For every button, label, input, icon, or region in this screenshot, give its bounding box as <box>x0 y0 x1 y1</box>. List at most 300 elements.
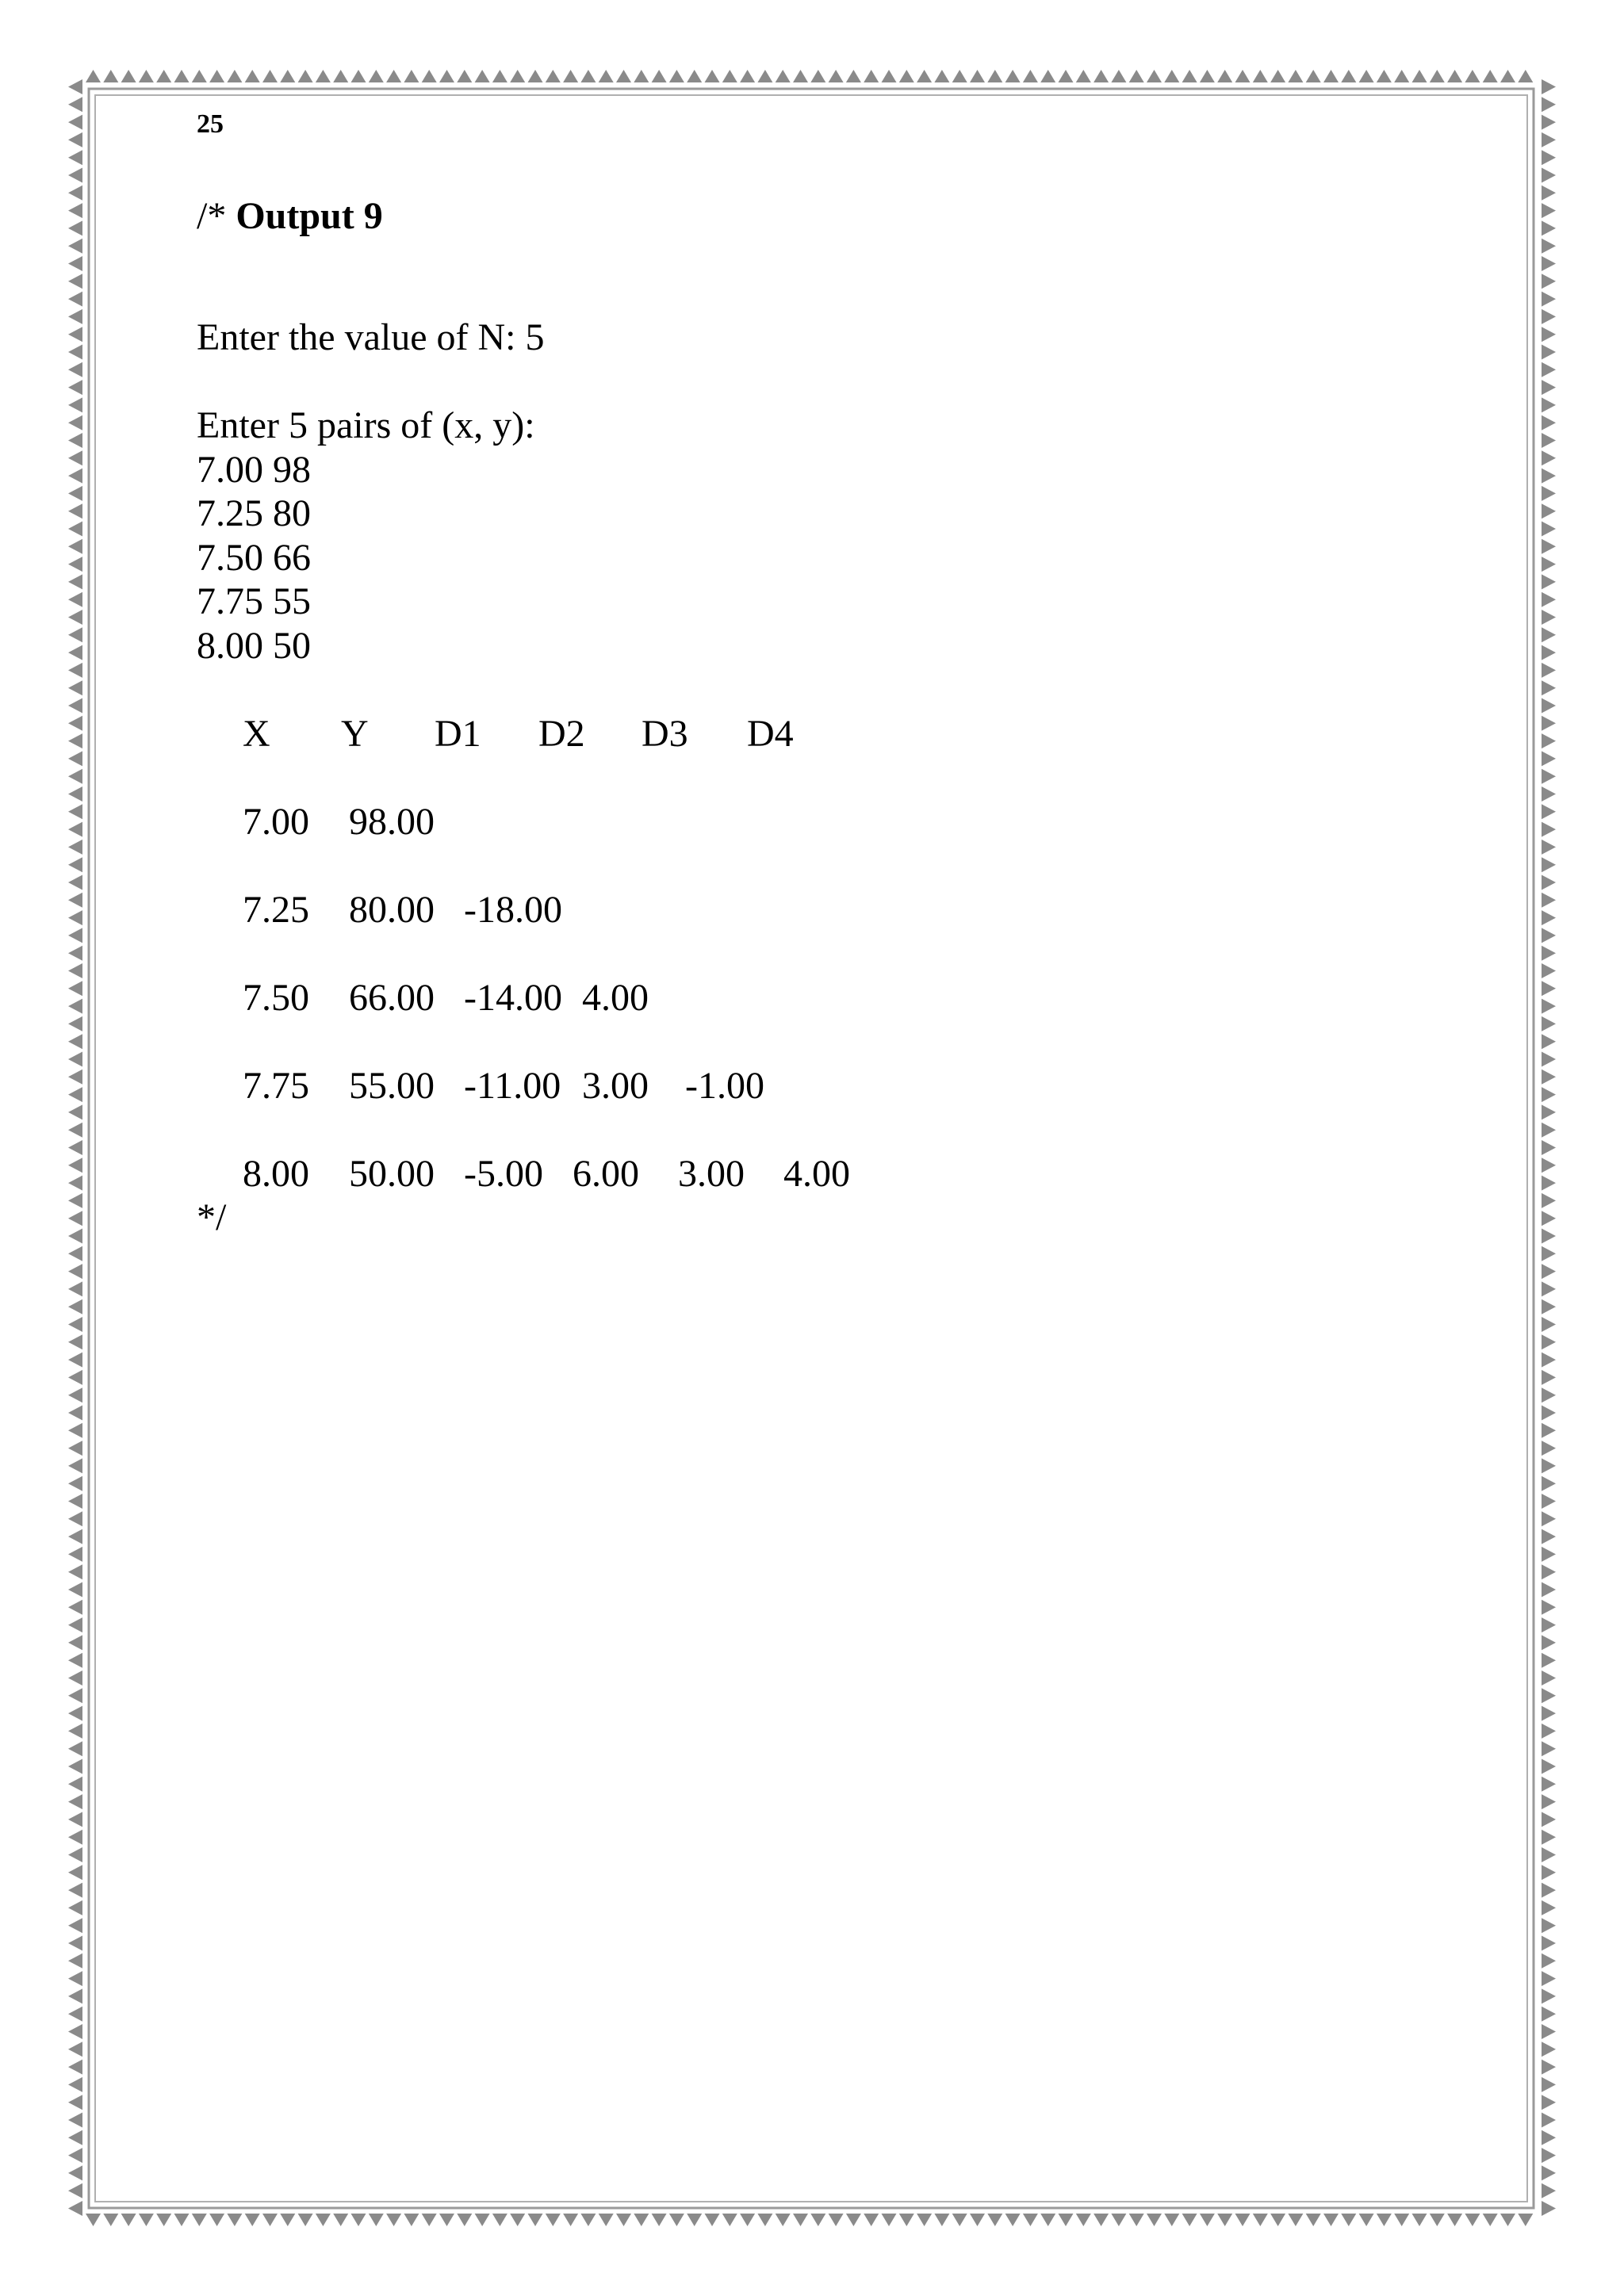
border-triangle <box>1500 2214 1515 2226</box>
border-triangle <box>1542 1423 1556 1438</box>
border-triangle <box>1235 2214 1251 2226</box>
input-pair-line: 7.00 98 <box>197 449 311 491</box>
border-triangle <box>68 1724 82 1739</box>
border-triangle <box>1542 203 1556 218</box>
border-bottom-triangles <box>86 2214 1533 2226</box>
border-triangle <box>68 1229 82 1244</box>
border-triangle <box>68 1777 82 1792</box>
border-triangle <box>1465 70 1480 82</box>
border-triangle <box>68 186 82 201</box>
border-triangle <box>68 1423 82 1438</box>
border-triangle <box>68 1688 82 1703</box>
border-left-triangles <box>68 79 82 2216</box>
border-triangle <box>1270 70 1285 82</box>
border-right-triangles <box>1542 79 1556 2216</box>
border-triangle <box>1542 168 1556 183</box>
border-triangle <box>740 70 755 82</box>
border-triangle <box>103 2214 118 2226</box>
border-triangle <box>599 70 614 82</box>
border-triangle <box>1542 1812 1556 1827</box>
border-triangle <box>68 522 82 537</box>
border-triangle <box>634 2214 649 2226</box>
border-triangle <box>227 2214 242 2226</box>
border-triangle <box>1542 2042 1556 2057</box>
border-triangle <box>1542 1794 1556 1809</box>
header-x: X <box>243 713 270 755</box>
border-triangle <box>68 79 82 94</box>
border-triangle <box>1542 1406 1556 1421</box>
border-triangle <box>121 70 136 82</box>
border-triangle <box>1542 1123 1556 1138</box>
comment-close: */ <box>197 1196 227 1238</box>
border-triangle <box>475 70 490 82</box>
border-triangle <box>351 2214 366 2226</box>
cell-d3: -1.00 <box>685 1065 764 1107</box>
input-pair-line: 7.25 80 <box>197 492 311 534</box>
border-triangle <box>68 150 82 165</box>
border-triangle <box>68 680 82 695</box>
border-triangle <box>68 1387 82 1402</box>
border-triangle <box>68 751 82 766</box>
border-triangle <box>68 1936 82 1951</box>
border-triangle <box>987 2214 1002 2226</box>
border-triangle <box>68 256 82 271</box>
border-triangle <box>563 2214 578 2226</box>
border-triangle <box>899 2214 914 2226</box>
border-triangle <box>1542 1494 1556 1509</box>
border-triangle <box>546 2214 561 2226</box>
border-triangle <box>1447 2214 1462 2226</box>
cell-x: 7.50 <box>243 977 309 1019</box>
border-triangle <box>687 70 702 82</box>
border-triangle <box>1542 1299 1556 1314</box>
border-triangle <box>1542 946 1556 961</box>
border-triangle <box>1542 663 1556 678</box>
border-triangle <box>68 1176 82 1191</box>
border-triangle <box>68 1016 82 1031</box>
border-triangle <box>1542 1954 1556 1969</box>
border-triangle <box>528 70 543 82</box>
border-triangle <box>68 309 82 324</box>
border-triangle <box>68 486 82 501</box>
border-triangle <box>1542 1688 1556 1703</box>
border-triangle <box>1542 327 1556 342</box>
border-triangle <box>864 2214 879 2226</box>
border-triangle <box>68 203 82 218</box>
border-triangle <box>776 70 791 82</box>
border-triangle <box>1306 2214 1321 2226</box>
border-triangle <box>1542 1441 1556 1456</box>
border-triangle <box>1542 1211 1556 1226</box>
border-triangle <box>1542 97 1556 112</box>
header-d2: D2 <box>538 713 585 755</box>
border-triangle <box>1542 469 1556 484</box>
border-triangle <box>1341 70 1356 82</box>
border-triangle <box>1542 1900 1556 1915</box>
border-triangle <box>1542 1759 1556 1774</box>
border-triangle <box>1542 1936 1556 1951</box>
border-triangle <box>68 380 82 395</box>
border-triangle <box>1129 2214 1144 2226</box>
border-triangle <box>68 1900 82 1915</box>
border-triangle <box>687 2214 702 2226</box>
border-triangle <box>757 70 772 82</box>
border-triangle <box>1542 1777 1556 1792</box>
border-triangle <box>1542 2077 1556 2092</box>
border-triangle <box>68 1954 82 1969</box>
border-triangle <box>422 70 437 82</box>
border-triangle <box>68 362 82 377</box>
border-triangle <box>1076 2214 1091 2226</box>
border-triangle <box>917 2214 932 2226</box>
border-triangle <box>68 2130 82 2145</box>
border-triangle <box>1542 362 1556 377</box>
border-triangle <box>68 1370 82 1385</box>
border-triangle <box>68 1812 82 1827</box>
border-triangle <box>1542 716 1556 731</box>
border-triangle <box>457 2214 472 2226</box>
border-triangle <box>68 893 82 908</box>
border-triangle <box>1542 239 1556 254</box>
border-triangle <box>1542 557 1556 572</box>
border-triangle <box>846 2214 861 2226</box>
border-triangle <box>68 999 82 1014</box>
border-triangle <box>1542 186 1556 201</box>
border-triangle <box>68 220 82 235</box>
border-triangle <box>68 1635 82 1650</box>
border-triangle <box>475 2214 490 2226</box>
border-triangle <box>1542 309 1556 324</box>
border-triangle <box>68 1971 82 1986</box>
border-triangle <box>68 2201 82 2216</box>
border-triangle <box>776 2214 791 2226</box>
border-triangle <box>1542 1741 1556 1756</box>
border-triangle <box>68 503 82 519</box>
border-triangle <box>68 539 82 554</box>
border-triangle <box>1542 645 1556 660</box>
border-triangle <box>917 70 932 82</box>
border-triangle <box>1542 503 1556 519</box>
border-triangle <box>1542 627 1556 642</box>
border-triangle <box>1542 1511 1556 1526</box>
border-triangle <box>68 1104 82 1119</box>
border-triangle <box>1182 2214 1197 2226</box>
border-triangle <box>1182 70 1197 82</box>
border-triangle <box>1542 522 1556 537</box>
border-triangle <box>1542 1458 1556 1473</box>
border-triangle <box>1147 2214 1162 2226</box>
border-triangle <box>68 2060 82 2075</box>
border-triangle <box>1542 79 1556 94</box>
border-triangle <box>510 2214 525 2226</box>
border-triangle <box>404 2214 419 2226</box>
border-triangle <box>68 1847 82 1862</box>
border-triangle <box>192 2214 207 2226</box>
border-triangle <box>386 2214 401 2226</box>
border-triangle <box>1111 2214 1126 2226</box>
border-triangle <box>68 1299 82 1314</box>
border-triangle <box>68 397 82 412</box>
border-triangle <box>1542 380 1556 395</box>
border-triangle <box>1542 1847 1556 1862</box>
border-triangle <box>68 1988 82 2003</box>
border-triangle <box>1412 70 1427 82</box>
border-triangle <box>1005 70 1021 82</box>
border-triangle <box>1394 70 1409 82</box>
border-triangle <box>1542 822 1556 837</box>
border-triangle <box>1542 220 1556 235</box>
border-triangle <box>280 2214 295 2226</box>
border-triangle <box>1094 2214 1109 2226</box>
page-number: 25 <box>197 109 224 139</box>
border-triangle <box>121 2214 136 2226</box>
cell-y: 98.00 <box>349 801 435 843</box>
border-triangle <box>1542 2024 1556 2039</box>
border-triangle <box>1542 1229 1556 1244</box>
border-triangle <box>987 70 1002 82</box>
border-triangle <box>68 698 82 714</box>
border-triangle <box>1542 292 1556 307</box>
border-triangle <box>1023 70 1038 82</box>
border-triangle <box>68 1582 82 1598</box>
border-triangle <box>68 292 82 307</box>
border-triangle <box>1076 70 1091 82</box>
border-triangle <box>1542 1246 1556 1261</box>
border-triangle <box>68 2148 82 2163</box>
border-triangle <box>1542 1476 1556 1491</box>
input-pair-line: 8.00 50 <box>197 625 311 667</box>
border-triangle <box>1377 70 1392 82</box>
border-triangle <box>1288 70 1303 82</box>
border-triangle <box>68 610 82 625</box>
border-triangle <box>68 557 82 572</box>
border-triangle <box>810 70 825 82</box>
border-triangle <box>1542 1264 1556 1279</box>
border-triangle <box>68 239 82 254</box>
border-triangle <box>1542 1529 1556 1544</box>
border-triangle <box>1542 574 1556 589</box>
border-triangle <box>1394 2214 1409 2226</box>
border-triangle <box>68 1494 82 1509</box>
border-triangle <box>68 1123 82 1138</box>
cell-d1: -5.00 <box>464 1153 543 1195</box>
border-triangle <box>1542 1034 1556 1049</box>
border-triangle <box>68 1052 82 1067</box>
cell-x: 8.00 <box>243 1153 309 1195</box>
cell-d3: 3.00 <box>678 1153 745 1195</box>
border-triangle <box>1542 1830 1556 1845</box>
border-triangle <box>1542 2148 1556 2163</box>
cell-y: 55.00 <box>349 1065 435 1107</box>
border-triangle <box>1542 1104 1556 1119</box>
border-triangle <box>669 2214 684 2226</box>
border-triangle <box>68 574 82 589</box>
border-triangle <box>68 1281 82 1296</box>
border-triangle <box>68 1087 82 1102</box>
border-triangle <box>68 716 82 731</box>
border-triangle <box>1200 2214 1215 2226</box>
header-d3: D3 <box>642 713 688 755</box>
border-triangle <box>68 1458 82 1473</box>
border-triangle <box>1542 132 1556 147</box>
cell-d4: 4.00 <box>783 1153 850 1195</box>
border-triangle <box>1005 2214 1021 2226</box>
border-triangle <box>227 70 242 82</box>
cell-d2: 4.00 <box>582 977 649 1019</box>
border-triangle <box>68 1617 82 1632</box>
border-triangle <box>68 1830 82 1845</box>
border-triangle <box>1542 1564 1556 1579</box>
border-triangle <box>68 2113 82 2128</box>
border-triangle <box>580 2214 596 2226</box>
border-triangle <box>1164 2214 1179 2226</box>
border-triangle <box>68 1670 82 1686</box>
border-triangle <box>1542 1582 1556 1598</box>
border-triangle <box>333 2214 348 2226</box>
border-triangle <box>209 2214 224 2226</box>
prompt-n-line: Enter the value of N: 5 <box>197 316 545 358</box>
border-triangle <box>1542 1653 1556 1668</box>
border-triangle <box>1542 2060 1556 2075</box>
border-triangle <box>864 70 879 82</box>
border-triangle <box>1542 999 1556 1014</box>
border-triangle <box>68 2165 82 2180</box>
border-triangle <box>139 2214 154 2226</box>
border-triangle <box>1483 70 1498 82</box>
border-triangle <box>68 327 82 342</box>
border-triangle <box>68 963 82 978</box>
border-triangle <box>1323 70 1339 82</box>
border-triangle <box>1542 769 1556 784</box>
border-triangle <box>68 1193 82 1208</box>
border-triangle <box>68 1741 82 1756</box>
border-triangle <box>1483 2214 1498 2226</box>
border-triangle <box>86 70 101 82</box>
border-triangle <box>1542 981 1556 996</box>
border-triangle <box>1542 1600 1556 1615</box>
border-triangle <box>1217 70 1232 82</box>
border-triangle <box>68 1317 82 1332</box>
border-triangle <box>298 70 313 82</box>
border-triangle <box>899 70 914 82</box>
border-triangle <box>68 2095 82 2110</box>
border-triangle <box>1164 70 1179 82</box>
border-triangle <box>262 2214 278 2226</box>
border-triangle <box>1542 1334 1556 1349</box>
border-triangle <box>1430 70 1445 82</box>
border-triangle <box>68 450 82 465</box>
border-triangle <box>1542 256 1556 271</box>
border-triangle <box>1129 70 1144 82</box>
border-triangle <box>1147 70 1162 82</box>
border-triangle <box>68 1476 82 1491</box>
cell-d1: -18.00 <box>464 889 562 931</box>
border-triangle <box>68 804 82 819</box>
border-triangle <box>1040 70 1055 82</box>
border-triangle <box>1542 274 1556 289</box>
cell-y: 80.00 <box>349 889 435 931</box>
border-triangle <box>68 1441 82 1456</box>
border-triangle <box>68 1211 82 1226</box>
border-triangle <box>68 875 82 890</box>
border-triangle <box>1040 2214 1055 2226</box>
input-pair-line: 7.50 66 <box>197 537 311 579</box>
border-triangle <box>1500 70 1515 82</box>
cell-d2: 3.00 <box>582 1065 649 1107</box>
border-triangle <box>669 70 684 82</box>
border-triangle <box>1542 1052 1556 1067</box>
border-triangle <box>1094 70 1109 82</box>
border-triangle <box>86 2214 101 2226</box>
border-triangle <box>1542 1387 1556 1402</box>
border-triangle <box>68 946 82 961</box>
border-triangle <box>952 70 967 82</box>
border-triangle <box>156 2214 171 2226</box>
border-triangle <box>68 1511 82 1526</box>
border-triangle <box>1059 70 1074 82</box>
border-triangle <box>546 70 561 82</box>
border-triangle <box>68 627 82 642</box>
output-title: Output 9 <box>236 195 383 237</box>
border-triangle <box>1542 963 1556 978</box>
border-triangle <box>1542 433 1556 448</box>
cell-x: 7.25 <box>243 889 309 931</box>
border-triangle <box>1542 1158 1556 1173</box>
border-triangle <box>262 70 278 82</box>
border-triangle <box>386 70 401 82</box>
border-triangle <box>616 2214 631 2226</box>
border-triangle <box>316 2214 331 2226</box>
border-triangle <box>68 1158 82 1173</box>
border-triangle <box>209 70 224 82</box>
border-triangle <box>1200 70 1215 82</box>
border-triangle <box>510 70 525 82</box>
border-triangle <box>1542 680 1556 695</box>
border-triangle <box>1542 1281 1556 1296</box>
border-triangle <box>934 70 949 82</box>
border-triangle <box>68 1353 82 1368</box>
border-triangle <box>705 2214 720 2226</box>
border-triangle <box>1542 840 1556 855</box>
border-triangle <box>1542 2007 1556 2022</box>
border-triangle <box>1542 751 1556 766</box>
header-d4: D4 <box>747 713 794 755</box>
border-triangle <box>369 70 384 82</box>
border-triangle <box>580 70 596 82</box>
border-triangle <box>563 70 578 82</box>
border-triangle <box>1377 2214 1392 2226</box>
output-heading <box>197 197 383 235</box>
border-triangle <box>1111 70 1126 82</box>
border-triangle <box>757 2214 772 2226</box>
border-triangle <box>68 1564 82 1579</box>
border-triangle <box>1542 928 1556 943</box>
border-triangle <box>1542 1547 1556 1562</box>
border-triangle <box>280 70 295 82</box>
border-triangle <box>1542 1317 1556 1332</box>
border-triangle <box>793 2214 808 2226</box>
border-triangle <box>740 2214 755 2226</box>
border-triangle <box>1542 1724 1556 1739</box>
border-triangle <box>439 2214 454 2226</box>
border-triangle <box>68 1918 82 1933</box>
border-triangle <box>68 168 82 183</box>
border-triangle <box>934 2214 949 2226</box>
border-triangle <box>599 2214 614 2226</box>
border-triangle <box>1542 1070 1556 1085</box>
border-triangle <box>722 2214 737 2226</box>
border-triangle <box>68 1246 82 1261</box>
